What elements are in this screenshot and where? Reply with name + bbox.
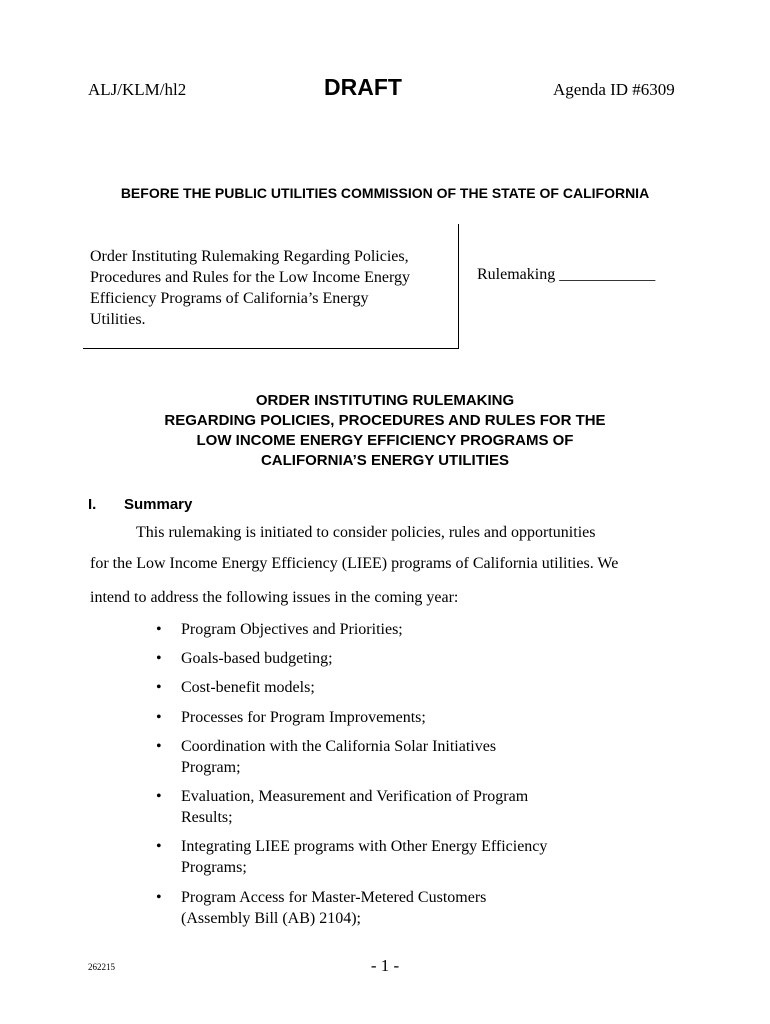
bullet-icon: •: [156, 709, 162, 726]
list-item-line: Programs;: [181, 859, 247, 876]
rulemaking-number: Rulemaking ____________: [477, 266, 656, 283]
footer-document-code: 262215: [88, 962, 115, 972]
list-item: [181, 836, 611, 878]
list-item: [181, 619, 611, 640]
body-line: intend to address the following issues in the coming year:: [90, 589, 459, 606]
list-item-line: Processes for Program Improvements;: [181, 709, 426, 726]
body-line: for the Low Income Energy Efficiency (LIEE) programs of California utilities. We: [90, 555, 619, 572]
caption-line: Order Instituting Rulemaking Regarding Policies,: [90, 248, 409, 265]
caption-line: Procedures and Rules for the Low Income Energy: [90, 269, 411, 286]
bullet-icon: •: [156, 838, 162, 855]
bullet-icon: •: [156, 679, 162, 696]
list-item-line: Program Objectives and Priorities;: [181, 621, 403, 638]
caption-vertical-rule: [458, 224, 459, 349]
draft-label: DRAFT: [324, 74, 402, 100]
list-item-line: Coordination with the California Solar Initiatives: [181, 738, 497, 755]
title-line: CALIFORNIA’S ENERGY UTILITIES: [260, 452, 510, 469]
document-title: [0, 391, 770, 471]
list-item: [181, 648, 611, 669]
title-line: REGARDING POLICIES, PROCEDURES AND RULES FOR THE: [164, 412, 606, 429]
list-item-line: Program Access for Master-Metered Customers: [181, 889, 487, 906]
caption-line: Efficiency Programs of California’s Energy: [90, 290, 369, 307]
bullet-icon: •: [156, 788, 162, 805]
list-item: [181, 887, 611, 929]
caption-horizontal-rule: [83, 348, 459, 349]
bullet-icon: •: [156, 738, 162, 755]
bullet-icon: •: [156, 889, 162, 906]
agenda-id: Agenda ID #6309: [553, 80, 675, 99]
title-line: ORDER INSTITUTING RULEMAKING: [255, 392, 515, 409]
list-item: [181, 677, 611, 698]
caption-text: [90, 246, 460, 330]
list-item-line: (Assembly Bill (AB) 2104);: [181, 910, 361, 927]
header-docket-code: ALJ/KLM/hl2: [88, 80, 187, 99]
page-number: - 1 -: [370, 956, 400, 975]
list-item: [181, 707, 611, 728]
section-number: I.: [88, 496, 97, 513]
list-item: [181, 786, 611, 828]
body-line: This rulemaking is initiated to consider policies, rules and opportunities: [136, 524, 596, 541]
list-item: [181, 736, 611, 778]
bullet-icon: •: [156, 650, 162, 667]
bullet-icon: •: [156, 621, 162, 638]
list-item-line: Cost-benefit models;: [181, 679, 315, 696]
list-item-line: Results;: [181, 809, 233, 826]
list-item-line: Program;: [181, 759, 241, 776]
title-line: LOW INCOME ENERGY EFFICIENCY PROGRAMS OF: [196, 432, 574, 449]
list-item-line: Integrating LIEE programs with Other Energy Efficiency: [181, 838, 548, 855]
section-title: Summary: [124, 496, 193, 513]
list-item-line: Evaluation, Measurement and Verification of Program: [181, 788, 529, 805]
commission-heading: BEFORE THE PUBLIC UTILITIES COMMISSION OF THE STATE OF CALIFORNIA: [120, 185, 650, 201]
list-item-line: Goals-based budgeting;: [181, 650, 333, 667]
caption-line: Utilities.: [90, 311, 146, 328]
